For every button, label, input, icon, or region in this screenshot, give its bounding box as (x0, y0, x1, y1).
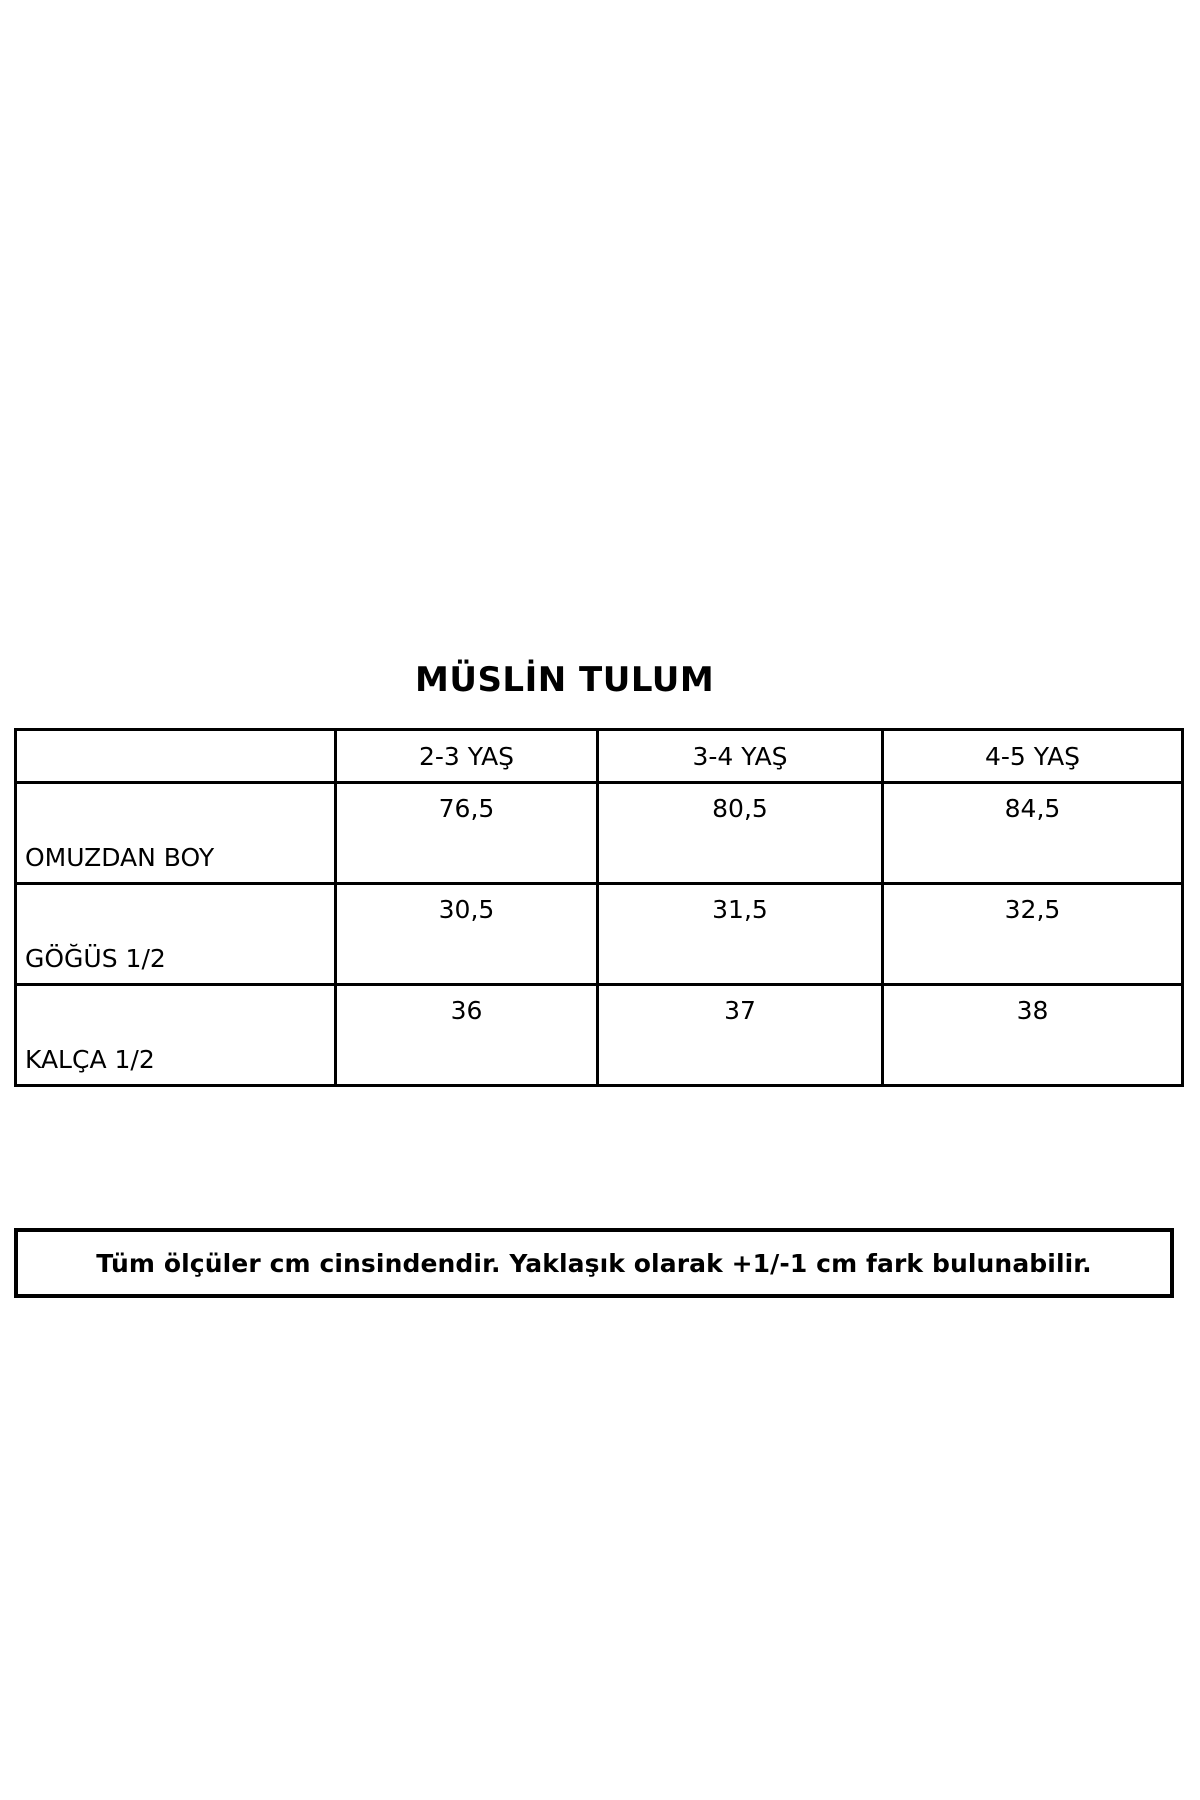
cell-kalca-3-4: 37 (598, 985, 883, 1086)
column-header-age-4-5: 4-5 YAŞ (883, 730, 1183, 783)
cell-omuzdan-boy-4-5: 84,5 (883, 783, 1183, 884)
cell-gogus-2-3: 30,5 (336, 884, 598, 985)
table-row (16, 985, 1183, 1086)
size-table (14, 728, 1184, 1087)
cell-omuzdan-boy-3-4: 80,5 (598, 783, 883, 884)
measurement-note-box (14, 1228, 1174, 1298)
column-header-age-2-3: 2-3 YAŞ (336, 730, 598, 783)
table-corner-cell (16, 730, 336, 783)
cell-gogus-4-5: 32,5 (883, 884, 1183, 985)
table-row (16, 783, 1183, 884)
cell-omuzdan-boy-2-3: 76,5 (336, 783, 598, 884)
row-label-kalca: KALÇA 1/2 (16, 985, 336, 1086)
row-label-omuzdan-boy: OMUZDAN BOY (16, 783, 336, 884)
cell-kalca-4-5: 38 (883, 985, 1183, 1086)
table-header-row (16, 730, 1183, 783)
page-title: MÜSLİN TULUM (415, 660, 715, 700)
cell-gogus-3-4: 31,5 (598, 884, 883, 985)
row-label-gogus: GÖĞÜS 1/2 (16, 884, 336, 985)
cell-kalca-2-3: 36 (336, 985, 598, 1086)
column-header-age-3-4: 3-4 YAŞ (598, 730, 883, 783)
table-row (16, 884, 1183, 985)
measurement-note-text: Tüm ölçüler cm cinsindendir. Yaklaşık olarak +1/-1 cm fark bulunabilir. (96, 1248, 1092, 1278)
